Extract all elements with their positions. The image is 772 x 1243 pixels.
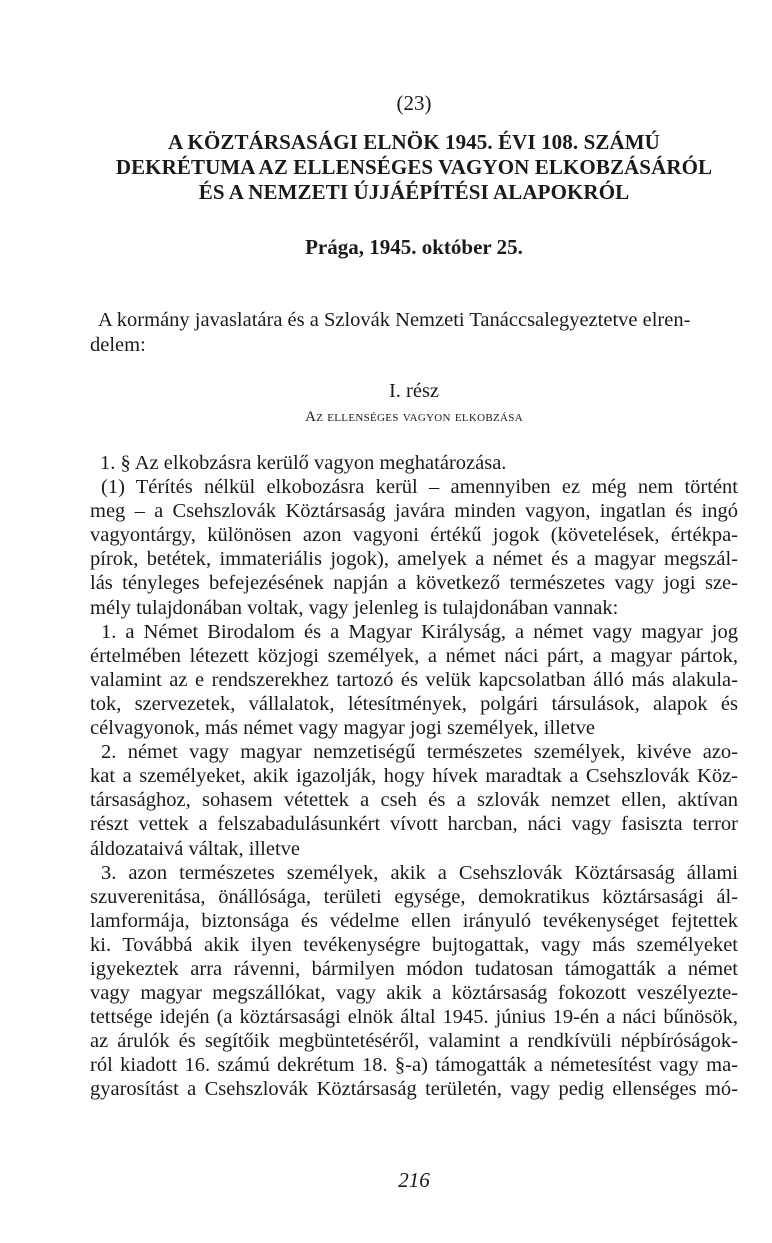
paragraph-line: célvagyonok, más német vagy magyar jogi személyek, illetve [90, 717, 595, 740]
paragraph-line: lamformája, biztonsága és védelme ellen irányuló tevékenységet fejtettek [90, 909, 738, 932]
paragraph-line: pírok, betétek, immateriális jogok), amelyek a német és a magyar megszál- [90, 548, 738, 571]
paragraph-line: tettsége idején (a köztársasági elnök által 1945. június 19-én a náci bűnösök, [90, 1006, 738, 1029]
paragraph-line: mély tulajdonában voltak, vagy jelenleg is tulajdonában vannak: [90, 596, 619, 619]
document-number: (23) [396, 91, 432, 115]
part-title: Az ellenséges vagyon elkobzása [305, 409, 523, 425]
paragraph-line: 1. a Német Birodalom és a Magyar Királyság, a német vagy magyar jog [101, 620, 738, 643]
part-number: I. rész [388, 380, 440, 402]
paragraph-line: 2. német vagy magyar nemzetiségű természetes személyek, kivéve azo- [101, 741, 738, 764]
paragraph-line: szuverenitása, önállósága, területi egysége, demokratikus köztársasági ál- [90, 885, 738, 908]
paragraph-line: gyarosítást a Csehszlovák Köztársaság területén, vagy pedig ellenséges mó- [90, 1078, 738, 1101]
paragraph-line: kat a személyeket, akik igazolják, hogy hívek maradtak a Csehszlovák Köz- [90, 765, 738, 788]
body-text [90, 451, 738, 1102]
paragraph-line: részt vettek a felszabadulásunkért vívott harcban, náci vagy fasiszta terror [90, 813, 738, 836]
preamble [90, 308, 738, 358]
document-page [90, 0, 738, 1243]
paragraph-line: 3. azon természetes személyek, akik a Csehszlovák Köztársaság állami [101, 861, 738, 884]
paragraph-line: áldozataivá váltak, illetve [90, 837, 301, 860]
paragraph-line: vagyontárgy, különösen azon vagyoni értékű jogok (követelések, értékpa- [90, 524, 738, 547]
title-line: A KÖZTÁRSASÁGI ELNÖK 1945. ÉVI 108. SZÁMÚ [168, 130, 660, 154]
paragraph-line: tok, szervezetek, vállalatok, létesítmények, polgári társulások, alapok és [90, 692, 738, 715]
section-heading: 1. § Az elkobzásra kerülő vagyon meghatározása. [100, 452, 507, 474]
place-date: Prága, 1945. október 25. [305, 235, 523, 259]
paragraph-line: értelmében létezett közjogi személyek, a német náci párt, a magyar pártok, [90, 644, 738, 667]
page-number: 216 [398, 1168, 430, 1192]
paragraph-line: az árulók és segítőik megbüntetéséről, valamint a rendkívüli népbíróságok- [90, 1030, 738, 1053]
paragraph-line: vagy magyar megszállókat, vagy akik a köztársaság fokozott veszélyezte- [90, 982, 738, 1005]
paragraph-line: ról kiadott 16. számú dekrétum 18. §-a) támogatták a németesítést vagy ma- [90, 1054, 738, 1077]
paragraph-line: társasághoz, sohasem vétettek a cseh és a szlovák nemzet ellen, aktívan [90, 789, 738, 812]
paragraph-line: valamint az e rendszerekhez tartozó és velük kapcsolatban álló más alakula- [90, 668, 738, 691]
document-title [90, 130, 738, 205]
preamble-line: A kormány javaslatára és a Szlovák Nemzeti Tanáccsalegyeztetve elren- [98, 309, 691, 331]
paragraph-line: igyekeztek arra rávenni, bármilyen módon tudatosan támogatták a német [90, 957, 738, 980]
title-line: ÉS A NEMZETI ÚJJÁÉPÍTÉSI ALAPOKRÓL [198, 180, 630, 204]
paragraph-line: meg – a Csehszlovák Köztársaság javára minden vagyon, ingatlan és ingó [90, 500, 738, 523]
paragraph-line: lás tényleges befejezésének napján a következő természetes vagy jogi sze- [90, 572, 738, 595]
paragraph-line: ki. Továbbá akik ilyen tevékenységre bujtogattak, vagy más személyeket [90, 933, 738, 956]
paragraph-line: (1) Térítés nélkül elkobozásra kerül – amennyiben ez még nem történt [101, 476, 738, 499]
title-line: DEKRÉTUMA AZ ELLENSÉGES VAGYON ELKOBZÁSÁRÓL [115, 155, 713, 179]
preamble-line: delem: [90, 334, 146, 356]
